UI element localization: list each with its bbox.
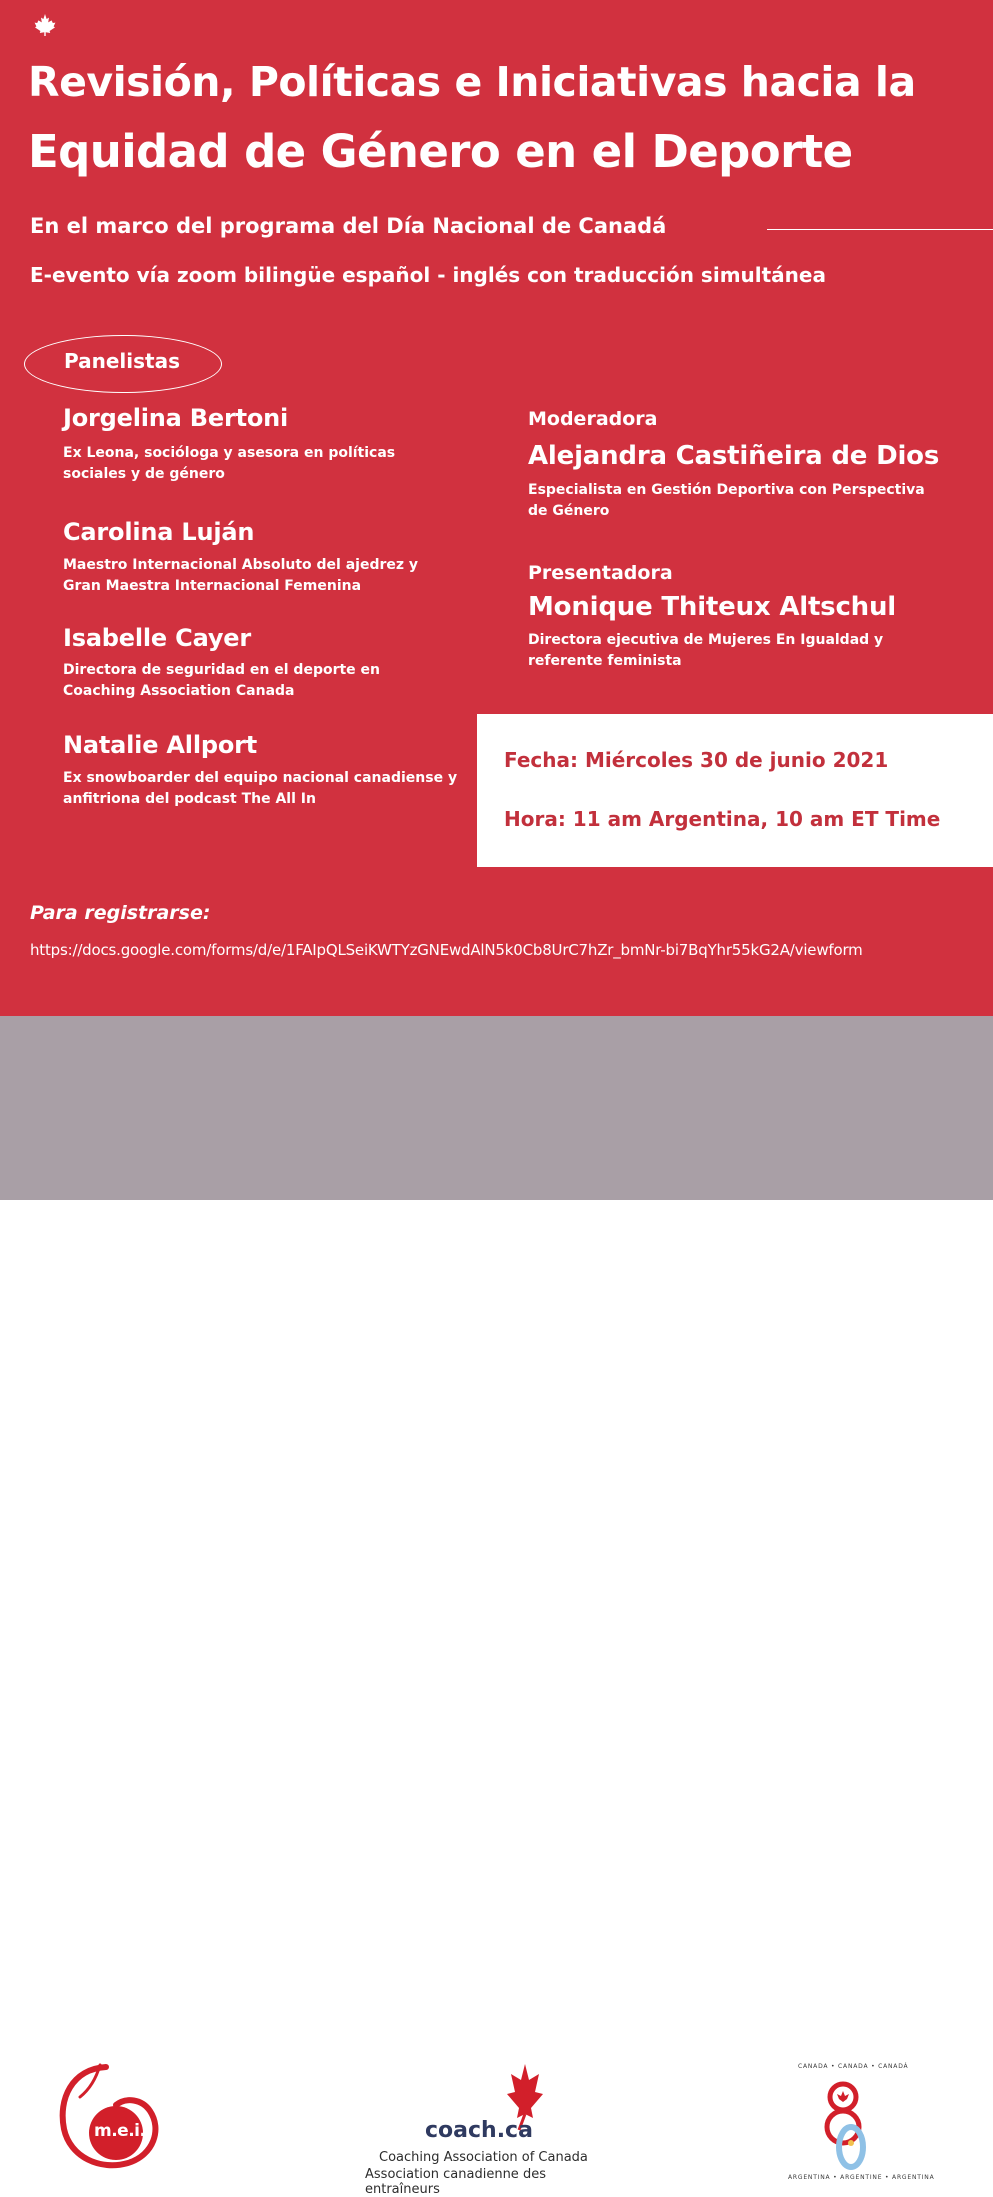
panelist-name: Isabelle Cayer — [63, 624, 251, 652]
moderator-name: Alejandra Castiñeira de Dios — [528, 441, 940, 471]
sponsor-footer — [0, 1016, 993, 2197]
anniversary-emblem-icon — [813, 2075, 913, 2171]
event-info-box — [477, 714, 993, 867]
panelist-description: Maestro Internacional Absoluto del ajedrez y Gran Maestra Internacional Femenina — [63, 557, 419, 594]
panelist-name: Carolina Luján — [63, 518, 255, 546]
title-line-2: Equidad de Género en el Deporte — [28, 125, 853, 178]
panelist-name: Jorgelina Bertoni — [63, 404, 289, 432]
mei-logo — [50, 2059, 180, 2174]
moderator-role: Moderadora — [528, 408, 658, 430]
mei-swirl-icon — [50, 2059, 180, 2174]
coach-wordmark: coach.ca — [425, 2118, 533, 2143]
coach-name-en: Coaching Association of Canada — [379, 2150, 588, 2165]
maple-leaf-icon — [33, 13, 57, 37]
presenter-description: Directora ejecutiva de Mujeres En Igualdad y referente feminista — [528, 632, 884, 669]
coach-name-fr: Association canadienne des entraîneurs — [365, 2167, 546, 2197]
presenter-role: Presentadora — [528, 562, 673, 584]
registration-label: Para registrarse: — [30, 902, 211, 924]
panelist-description: Ex Leona, socióloga y asesora en políticas sociales y de género — [63, 445, 396, 482]
mei-logo-text: m.e.i. — [94, 2121, 146, 2141]
subtitle-divider — [767, 229, 993, 230]
panelist-description: Directora de seguridad en el deporte en Coaching Association Canada — [63, 662, 381, 699]
panelist-name: Natalie Allport — [63, 731, 258, 759]
anniversary-bottom-text: ARGENTINA • ARGENTINE • ARGENTINA — [788, 2174, 935, 2181]
title-line-1: Revisión, Políticas e Iniciativas hacia la — [28, 58, 916, 106]
event-format-subtitle: E-evento vía zoom bilingüe español - inglés con traducción simultánea — [30, 263, 826, 287]
panelist-description: Ex snowboarder del equipo nacional canadiense y anfitriona del podcast The All In — [63, 770, 458, 807]
presenter-name: Monique Thiteux Altschul — [528, 592, 896, 622]
registration-link[interactable]: https://docs.google.com/forms/d/e/1FAIpQLSeiKWTYzGNEwdAlN5k0Cb8UrC7hZr_bmNr-bi7BqYhr55kG2A/viewform — [30, 941, 863, 959]
anniversary-top-text: CANADA • CANADA • CANADÁ — [798, 2063, 909, 2070]
event-time: Hora: 11 am Argentina, 10 am ET Time — [504, 807, 941, 831]
anniversary-80-logo — [788, 2061, 938, 2186]
moderator-description: Especialista en Gestión Deportiva con Perspectiva de Género — [528, 482, 925, 519]
panelists-label: Panelistas — [64, 349, 180, 373]
program-subtitle: En el marco del programa del Día Nacional de Canadá — [30, 214, 667, 238]
coach-logo — [365, 2062, 615, 2197]
event-date: Fecha: Miércoles 30 de junio 2021 — [504, 748, 889, 772]
